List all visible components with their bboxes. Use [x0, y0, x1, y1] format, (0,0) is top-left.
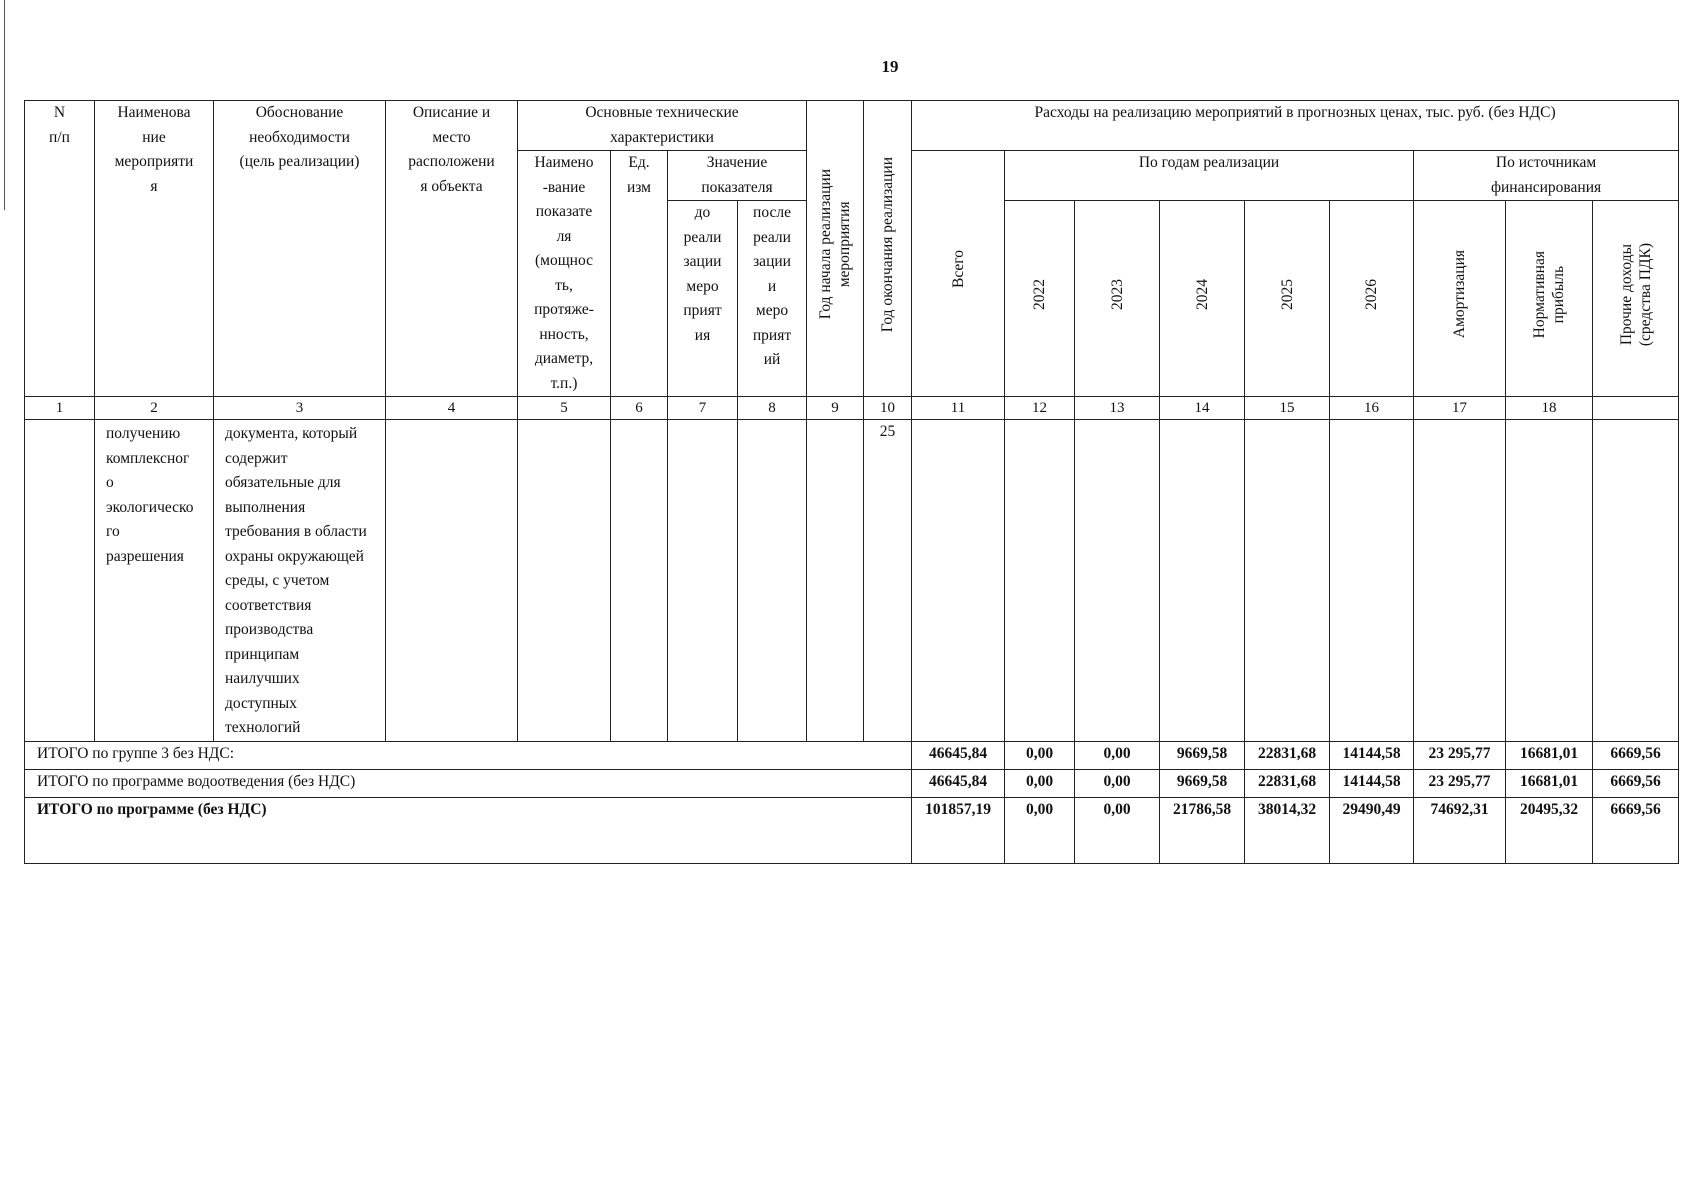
justification-cell	[214, 420, 386, 742]
total-value: 6669,56	[1593, 769, 1679, 797]
justification-line: среды, с учетом	[225, 572, 330, 589]
header-after-line: зации	[753, 253, 791, 271]
header-after-line: и	[767, 277, 777, 295]
header-event-name-line: ние	[142, 128, 166, 146]
header-year-2025	[1245, 201, 1330, 397]
column-number: 4	[386, 397, 518, 420]
end-year-cell: 25	[864, 420, 912, 742]
header-unit	[611, 151, 668, 397]
column-number: 11	[912, 397, 1005, 420]
value-before-cell	[668, 420, 738, 742]
event-name-line: разрешения	[106, 547, 184, 565]
header-indicator-name	[518, 151, 611, 397]
header-event-name	[95, 101, 214, 397]
header-after-line: меро	[755, 302, 789, 320]
table-row	[25, 420, 1679, 742]
total-value: 9669,58	[1160, 769, 1245, 797]
column-number: 8	[738, 397, 807, 420]
location-cell	[386, 420, 518, 742]
year-label: 2023	[1108, 278, 1126, 310]
year-label: 2026	[1363, 278, 1381, 310]
total-value: 0,00	[1005, 769, 1075, 797]
header-start-year-line: Год начала реализации	[817, 169, 835, 320]
header-end-year-text: Год окончания реализации	[879, 156, 897, 332]
total-value: 23 295,77	[1414, 769, 1506, 797]
event-name-line: го	[106, 523, 120, 540]
header-end-year	[864, 101, 912, 397]
total-value: 0,00	[1005, 741, 1075, 769]
header-location-line: я объекта	[420, 177, 483, 195]
column-number	[1593, 397, 1679, 420]
justification-line: обязательные для	[225, 474, 341, 491]
column-number: 9	[807, 397, 864, 420]
scan-page-edge	[4, 0, 5, 210]
column-number: 13	[1075, 397, 1160, 420]
header-before-line: ия	[694, 326, 711, 344]
year-label: 2025	[1278, 278, 1296, 310]
header-by-years: По годам реализации	[1005, 151, 1414, 201]
event-name-line: получению	[106, 425, 181, 442]
header-number-line: п/п	[49, 128, 70, 146]
other-income-line: Прочие доходы	[1617, 243, 1635, 346]
total-label: ИТОГО по программе (без НДС)	[25, 797, 912, 863]
column-number: 10	[864, 397, 912, 420]
header-before-line: прият	[683, 302, 722, 320]
header-indicator-line: диаметр,	[534, 350, 594, 367]
header-value-before	[668, 201, 738, 397]
header-indicator-value	[668, 151, 807, 201]
justification-line: доступных	[225, 694, 297, 712]
column-number: 14	[1160, 397, 1245, 420]
other-income-cell	[1593, 420, 1679, 742]
header-unit-line: Ед.	[628, 154, 650, 171]
header-indicator-line: (мощнос	[535, 252, 593, 269]
column-number: 3	[214, 397, 386, 420]
page-number: 19	[881, 57, 899, 76]
row-number-cell	[25, 420, 95, 742]
header-amortization	[1414, 201, 1506, 397]
justification-line: производства	[225, 621, 314, 638]
header-justification-line: (цель реализации)	[239, 153, 360, 170]
header-total-text: Всего	[949, 250, 967, 289]
column-number: 17	[1414, 397, 1506, 420]
header-start-year	[807, 101, 864, 397]
header-number	[25, 101, 95, 397]
year-2025-cell	[1245, 420, 1330, 742]
justification-line: наилучших	[225, 670, 300, 687]
header-tech-characteristics: Основные технические характеристики	[518, 101, 807, 151]
total-value: 16681,01	[1506, 769, 1593, 797]
header-year-2026	[1330, 201, 1414, 397]
header-before-line: зации	[683, 253, 722, 271]
header-start-year-line: мероприятия	[836, 201, 854, 288]
header-indicator-value-line: показателя	[701, 178, 773, 196]
header-indicator-line: -вание	[542, 178, 586, 196]
start-year-cell	[807, 420, 864, 742]
total-value: 21786,58	[1160, 797, 1245, 863]
total-value: 14144,58	[1330, 741, 1414, 769]
year-2023-cell	[1075, 420, 1160, 742]
header-row-1	[25, 101, 1679, 151]
header-other-income	[1593, 201, 1679, 397]
normative-profit-cell	[1506, 420, 1593, 742]
justification-line: выполнения	[225, 498, 306, 516]
justification-line: охраны окружающей	[225, 547, 364, 565]
header-indicator-value-line: Значение	[706, 154, 768, 171]
header-normative-profit	[1506, 201, 1593, 397]
column-number: 15	[1245, 397, 1330, 420]
justification-line: содержит	[225, 449, 288, 467]
header-year-2024	[1160, 201, 1245, 397]
justification-line: принципам	[225, 645, 300, 663]
header-by-sources-line: финансирования	[1490, 178, 1602, 196]
column-numbers-row	[25, 397, 1679, 420]
total-cell	[912, 420, 1005, 742]
header-before-line: меро	[686, 277, 719, 295]
header-after-line: прият	[752, 326, 792, 344]
header-after-line: ий	[763, 351, 781, 369]
header-location-line: Описание и	[412, 104, 491, 121]
total-value: 14144,58	[1330, 769, 1414, 797]
total-value: 46645,84	[912, 769, 1005, 797]
header-indicator-line: нность,	[539, 325, 589, 343]
column-number: 12	[1005, 397, 1075, 420]
year-label: 2022	[1031, 278, 1049, 310]
header-location-line: место	[432, 128, 471, 146]
investment-program-table	[24, 100, 1679, 864]
total-value: 6669,56	[1593, 797, 1679, 863]
header-event-name-line: мероприяти	[114, 153, 194, 170]
amortization-label: Амортизация	[1451, 250, 1469, 339]
header-year-2023	[1075, 201, 1160, 397]
header-start-year-text	[816, 169, 854, 319]
header-event-name-line: Наименова	[117, 104, 191, 121]
event-name-cell	[95, 420, 214, 742]
header-unit-line: изм	[626, 178, 651, 196]
header-number-line: N	[53, 104, 66, 121]
total-value: 0,00	[1075, 769, 1160, 797]
total-value: 16681,01	[1506, 741, 1593, 769]
year-2022-cell	[1005, 420, 1075, 742]
header-location	[386, 101, 518, 397]
year-label: 2024	[1193, 278, 1211, 310]
total-label: ИТОГО по программе водоотведения (без НДС)	[25, 769, 912, 797]
total-value: 38014,32	[1245, 797, 1330, 863]
header-year-2022	[1005, 201, 1075, 397]
indicator-cell	[518, 420, 611, 742]
header-indicator-line: ля	[556, 227, 572, 245]
total-value: 0,00	[1005, 797, 1075, 863]
header-total	[912, 151, 1005, 397]
total-row-program	[25, 797, 1679, 863]
total-value: 74692,31	[1414, 797, 1506, 863]
other-income-label	[1617, 243, 1655, 346]
total-row-wastewater	[25, 769, 1679, 797]
total-value: 22831,68	[1245, 769, 1330, 797]
total-label: ИТОГО по группе 3 без НДС:	[25, 741, 912, 769]
header-justification-line: необходимости	[249, 128, 350, 146]
amortization-cell	[1414, 420, 1506, 742]
total-value: 23 295,77	[1414, 741, 1506, 769]
year-2024-cell	[1160, 420, 1245, 742]
header-by-sources	[1414, 151, 1679, 201]
header-expenses: Расходы на реализацию мероприятий в прогнозных ценах, тыс. руб. (без НДС)	[912, 101, 1679, 151]
justification-line: документа, который	[225, 425, 358, 442]
header-value-after	[738, 201, 807, 397]
header-justification-line: Обоснование	[255, 104, 344, 121]
total-row-group-3	[25, 741, 1679, 769]
column-number: 18	[1506, 397, 1593, 420]
header-indicator-line: протяже-	[534, 301, 594, 318]
header-indicator-line: т.п.)	[550, 374, 578, 392]
total-value: 29490,49	[1330, 797, 1414, 863]
header-justification	[214, 101, 386, 397]
event-name-line: о	[106, 474, 114, 491]
column-number: 2	[95, 397, 214, 420]
total-value: 22831,68	[1245, 741, 1330, 769]
total-value: 0,00	[1075, 741, 1160, 769]
justification-line: технологий	[225, 719, 301, 736]
header-indicator-line: показате	[535, 203, 593, 220]
header-after-line: реали	[753, 228, 791, 246]
year-2026-cell	[1330, 420, 1414, 742]
total-value: 6669,56	[1593, 741, 1679, 769]
total-value: 0,00	[1075, 797, 1160, 863]
normative-profit-line: Нормативная	[1531, 250, 1549, 339]
other-income-line: (средства ПДК)	[1636, 242, 1654, 347]
total-value: 101857,19	[912, 797, 1005, 863]
header-by-sources-line: По источникам	[1495, 154, 1597, 171]
total-value: 9669,58	[1160, 741, 1245, 769]
header-before-line: реали	[683, 228, 722, 246]
column-number: 6	[611, 397, 668, 420]
header-indicator-line: Наимено	[534, 154, 594, 171]
header-after-line: после	[753, 204, 791, 222]
normative-profit-label	[1530, 251, 1568, 338]
header-indicator-line: ть,	[555, 276, 573, 294]
investment-program-table-wrapper	[24, 100, 1672, 818]
header-event-name-line: я	[150, 177, 158, 195]
unit-cell	[611, 420, 668, 742]
column-number: 1	[25, 397, 95, 420]
total-value: 46645,84	[912, 741, 1005, 769]
value-after-cell	[738, 420, 807, 742]
event-name-line: комплексног	[106, 449, 190, 467]
total-value: 20495,32	[1506, 797, 1593, 863]
justification-line: соответствия	[225, 596, 312, 614]
normative-profit-line: прибыль	[1550, 265, 1568, 324]
header-before-line: до	[694, 204, 711, 222]
column-number: 16	[1330, 397, 1414, 420]
justification-line: требования в области	[225, 523, 367, 540]
column-number: 5	[518, 397, 611, 420]
column-number: 7	[668, 397, 738, 420]
header-location-line: расположени	[408, 153, 495, 170]
event-name-line: экологическо	[106, 498, 194, 516]
